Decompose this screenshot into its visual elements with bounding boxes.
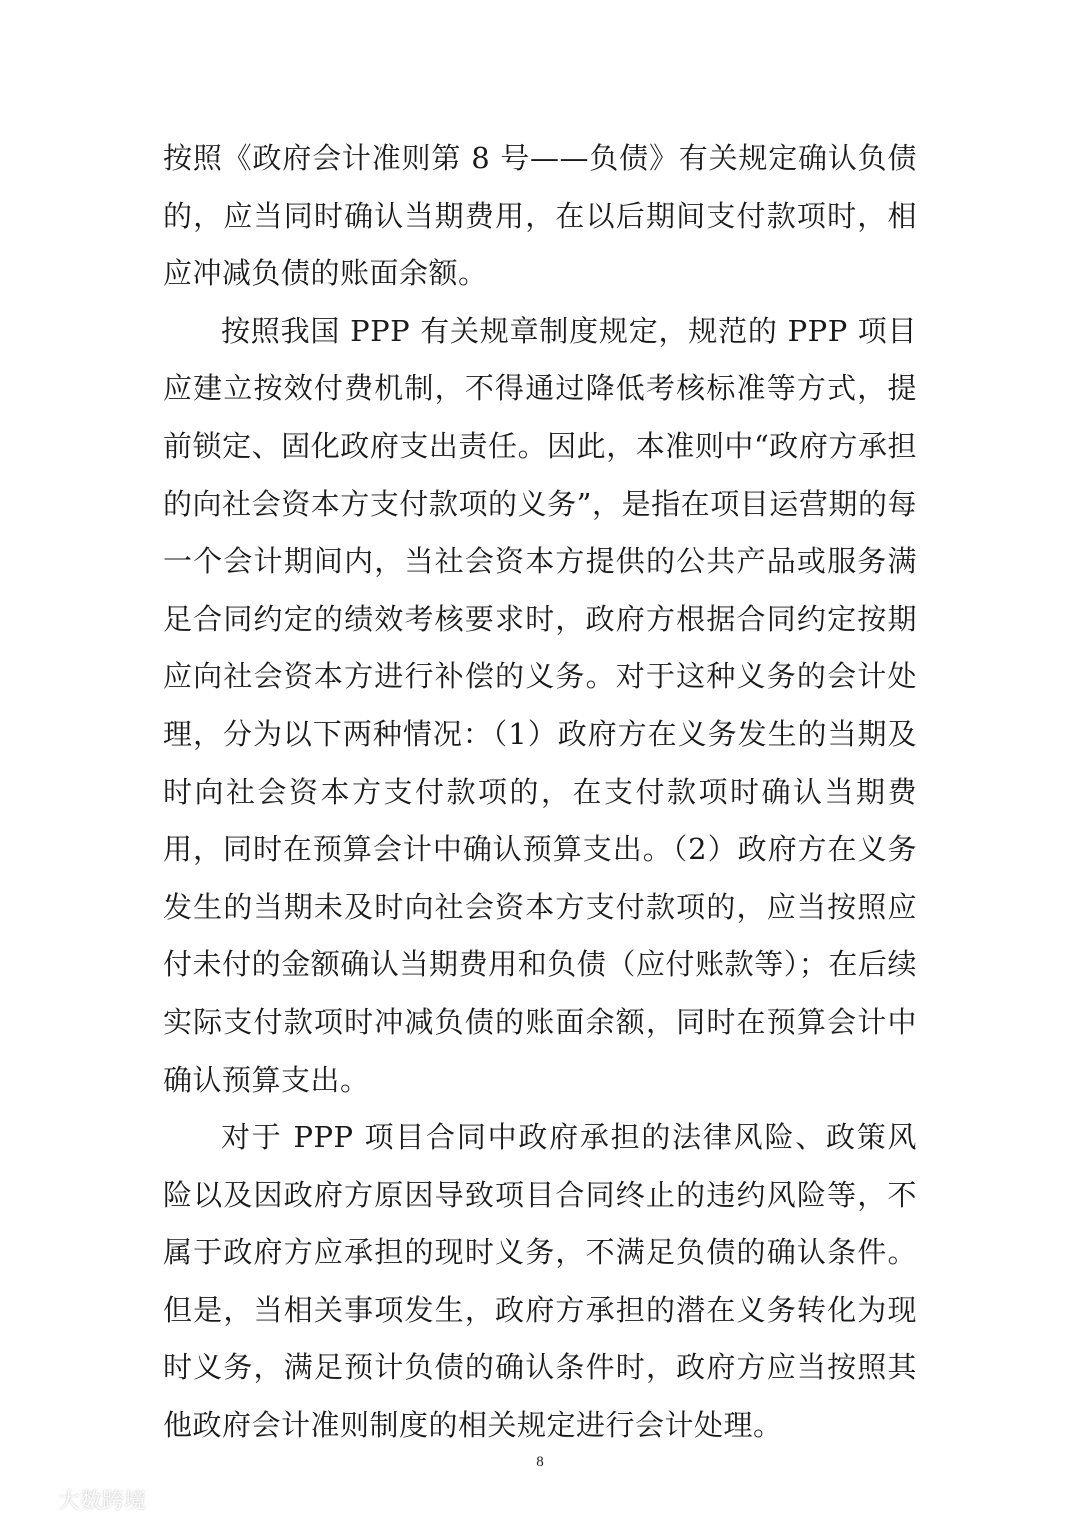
paragraph-1: 按照《政府会计准则第 8 号——负债》有关规定确认负债的，应当同时确认当期费用，在以后期间支付款项时，相应冲减负债的账面余额。 <box>163 141 917 291</box>
page-number: 8 <box>536 1454 544 1470</box>
watermark <box>8 1482 146 1516</box>
document-body <box>163 130 917 1455</box>
cloud-logo-icon <box>8 1486 52 1512</box>
paragraph-2: 按照我国 PPP 有关规章制度规定，规范的 PPP 项目应建立按效付费机制，不得通过降低考核标准等方式，提前锁定、固化政府支出责任。因此，本准则中“政府方承担的向社会资本方支付款项的义务”，是指在项目运营期的每一个会计期间内，当社会资本方提供的公共产品或服务满足合同约定的绩效考核要求时，政府方根据合同约定按期应向社会资本方进行补偿的义务。对于这种义务的会计处理，分为以下两种情况：（1）政府方在义务发生的当期及时向社会资本方支付款项的，在支付款项时确认当期费用，同时在预算会计中确认预算支出。（2）政府方在义务发生的当期未及时向社会资本方支付款项的，应当按照应付未付的金额确认当期费用和负债（应付账款等）；在后续实际支付款项时冲减负债的账面余额，同时在预算会计中确认预算支出。 <box>163 313 917 1097</box>
watermark-text: 大数跨境 <box>58 1488 147 1514</box>
paragraph-3: 对于 PPP 项目合同中政府承担的法律风险、政策风险以及因政府方原因导致项目合同终止的违约风险等，不属于政府方应承担的现时义务，不满足负债的确认条件。但是，当相关事项发生，政府方承担的潜在义务转化为现时义务，满足预计负债的确认条件时，政府方应当按照其他政府会计准则制度的相关规定进行会计处理。 <box>163 1120 917 1443</box>
